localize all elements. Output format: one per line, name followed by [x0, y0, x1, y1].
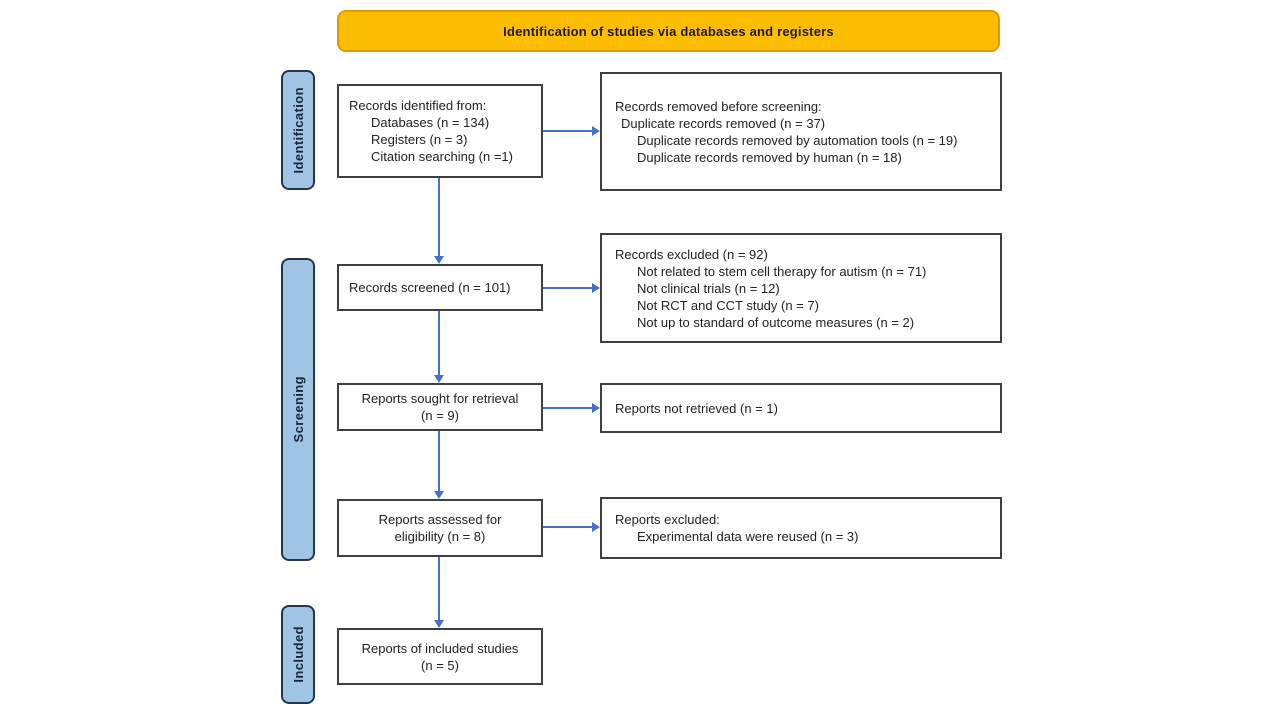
included-studies-box	[337, 628, 543, 685]
box-line: Records excluded (n = 92)	[615, 246, 768, 262]
stage-tab-screening-label: Screening	[290, 376, 306, 443]
box-line: Experimental data were reused (n = 3)	[637, 529, 859, 544]
arrow-assessed-to-excluded	[543, 526, 592, 528]
arrow-identified-to-removed	[543, 130, 592, 132]
box-line: Databases (n = 134)	[371, 115, 490, 130]
reports-assessed-box	[337, 499, 543, 557]
arrow-screened-to-sought	[438, 311, 440, 375]
records-screened-box	[337, 264, 543, 311]
arrow-screened-to-excluded	[543, 287, 592, 289]
box-line: Reports excluded:	[615, 512, 720, 527]
box-line: Reports assessed for	[378, 512, 502, 527]
box-line: Registers (n = 3)	[371, 132, 468, 147]
reports-not-retrieved-box	[600, 383, 1002, 433]
box-line: eligibility (n = 8)	[394, 529, 486, 544]
reports-sought-box	[337, 383, 543, 431]
stage-tab-included	[281, 605, 315, 704]
records-removed-box	[600, 72, 1002, 191]
box-line: Records screened (n = 101)	[349, 280, 511, 295]
box-line: Duplicate records removed by human (n = 18)	[637, 149, 902, 165]
records-excluded-box	[600, 233, 1002, 343]
box-line: Reports not retrieved (n = 1)	[615, 400, 778, 416]
stage-tab-included-label: Included	[290, 626, 306, 683]
arrow-identified-to-screened	[438, 178, 440, 256]
box-line: Records identified from:	[349, 98, 487, 113]
box-line: Reports of included studies	[361, 640, 519, 656]
arrow-assessed-to-included	[438, 557, 440, 620]
stage-tab-screening	[281, 258, 315, 561]
box-line: Reports sought for retrieval	[361, 391, 519, 406]
arrow-sought-to-not-retrieved	[543, 407, 592, 409]
box-line: Duplicate records removed by automation tools (n = 19)	[637, 132, 958, 148]
stage-tab-identification-label: Identification	[290, 86, 306, 174]
reports-excluded-box	[600, 497, 1002, 559]
box-line: Records removed before screening:	[615, 98, 822, 114]
box-line: Not RCT and CCT study (n = 7)	[637, 297, 819, 313]
banner	[337, 10, 1000, 52]
box-line: (n = 5)	[421, 657, 459, 673]
records-identified-box	[337, 84, 543, 178]
box-line: (n = 9)	[421, 408, 459, 423]
box-line: Not related to stem cell therapy for autism (n = 71)	[637, 263, 927, 279]
box-line: Duplicate records removed (n = 37)	[621, 115, 826, 131]
arrow-sought-to-assessed	[438, 431, 440, 491]
box-line: Not clinical trials (n = 12)	[637, 280, 780, 296]
stage-tab-identification	[281, 70, 315, 190]
box-line: Not up to standard of outcome measures (n = 2)	[637, 314, 915, 330]
box-line: Citation searching (n =1)	[371, 149, 513, 164]
banner-title: Identification of studies via databases and registers	[503, 23, 834, 39]
